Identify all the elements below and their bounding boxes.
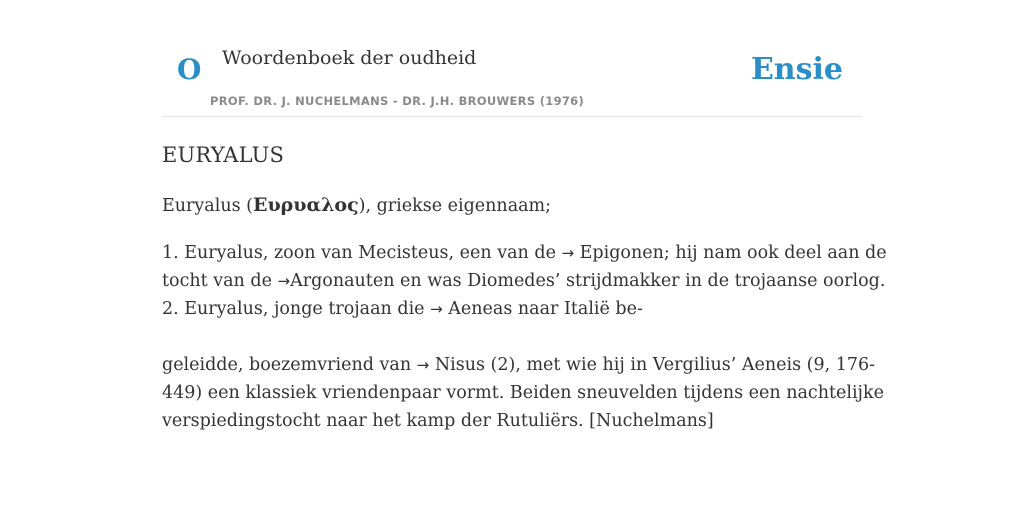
arrow-right-icon: →	[416, 356, 430, 374]
book-title[interactable]: Woordenboek der oudheid	[222, 47, 477, 69]
letter-index-mark[interactable]: O	[177, 53, 202, 86]
book-authors: PROF. DR. J. NUCHELMANS - DR. J.H. BROUWERS (1976)	[210, 94, 585, 108]
entry-intro	[162, 191, 862, 220]
cross-ref-epigonen[interactable]	[561, 243, 663, 263]
cross-ref-nisus[interactable]	[417, 355, 485, 375]
body-text: geleidde, boezemvriend van	[162, 355, 417, 375]
body-text: verspiedingstocht naar het kamp der Rutuliërs. [Nuchelmans]	[162, 411, 714, 431]
cross-ref-label: Argonauten	[290, 271, 395, 291]
body-text: tocht van de	[162, 271, 278, 291]
arrow-right-icon: →	[277, 272, 291, 290]
arrow-right-icon: →	[430, 300, 443, 318]
entry-body	[162, 239, 887, 323]
body-text: naar Italië be-	[512, 299, 643, 319]
ensie-logo-link[interactable]: Ensie	[750, 52, 843, 87]
entry-content	[162, 138, 887, 435]
body-text: 1. Euryalus, zoon van Mecisteus, een van de	[162, 243, 562, 263]
intro-rest: ), griekse eigennaam;	[358, 196, 552, 216]
body-text: (2), met wie hij in Vergilius’ Aeneis (9, 176-	[484, 355, 876, 375]
cross-ref-label: Epigonen	[579, 243, 664, 263]
body-text: 449) een klassiek vriendenpaar vormt. Beiden sneuvelden tijdens een nachtelijke	[162, 383, 884, 403]
arrow-right-icon: →	[561, 244, 575, 262]
book-header	[162, 0, 862, 117]
entry-title: EURYALUS	[162, 143, 285, 167]
body-text: 2. Euryalus, jonge trojaan die	[162, 299, 431, 319]
intro-name: Euryalus (	[162, 196, 253, 216]
cross-ref-label: Aeneas	[448, 299, 513, 319]
body-text: ; hij nam ook deel aan de	[663, 243, 887, 263]
cross-ref-argonauten[interactable]	[278, 271, 395, 291]
cross-ref-aeneas[interactable]	[430, 299, 512, 319]
greek-name: Ευρυαλος	[252, 194, 359, 216]
entry-continuation	[162, 351, 884, 435]
body-text: en was Diomedes’ strijdmakker in de trojaanse oorlog.	[394, 271, 886, 291]
cross-ref-label: Nisus	[434, 355, 485, 375]
